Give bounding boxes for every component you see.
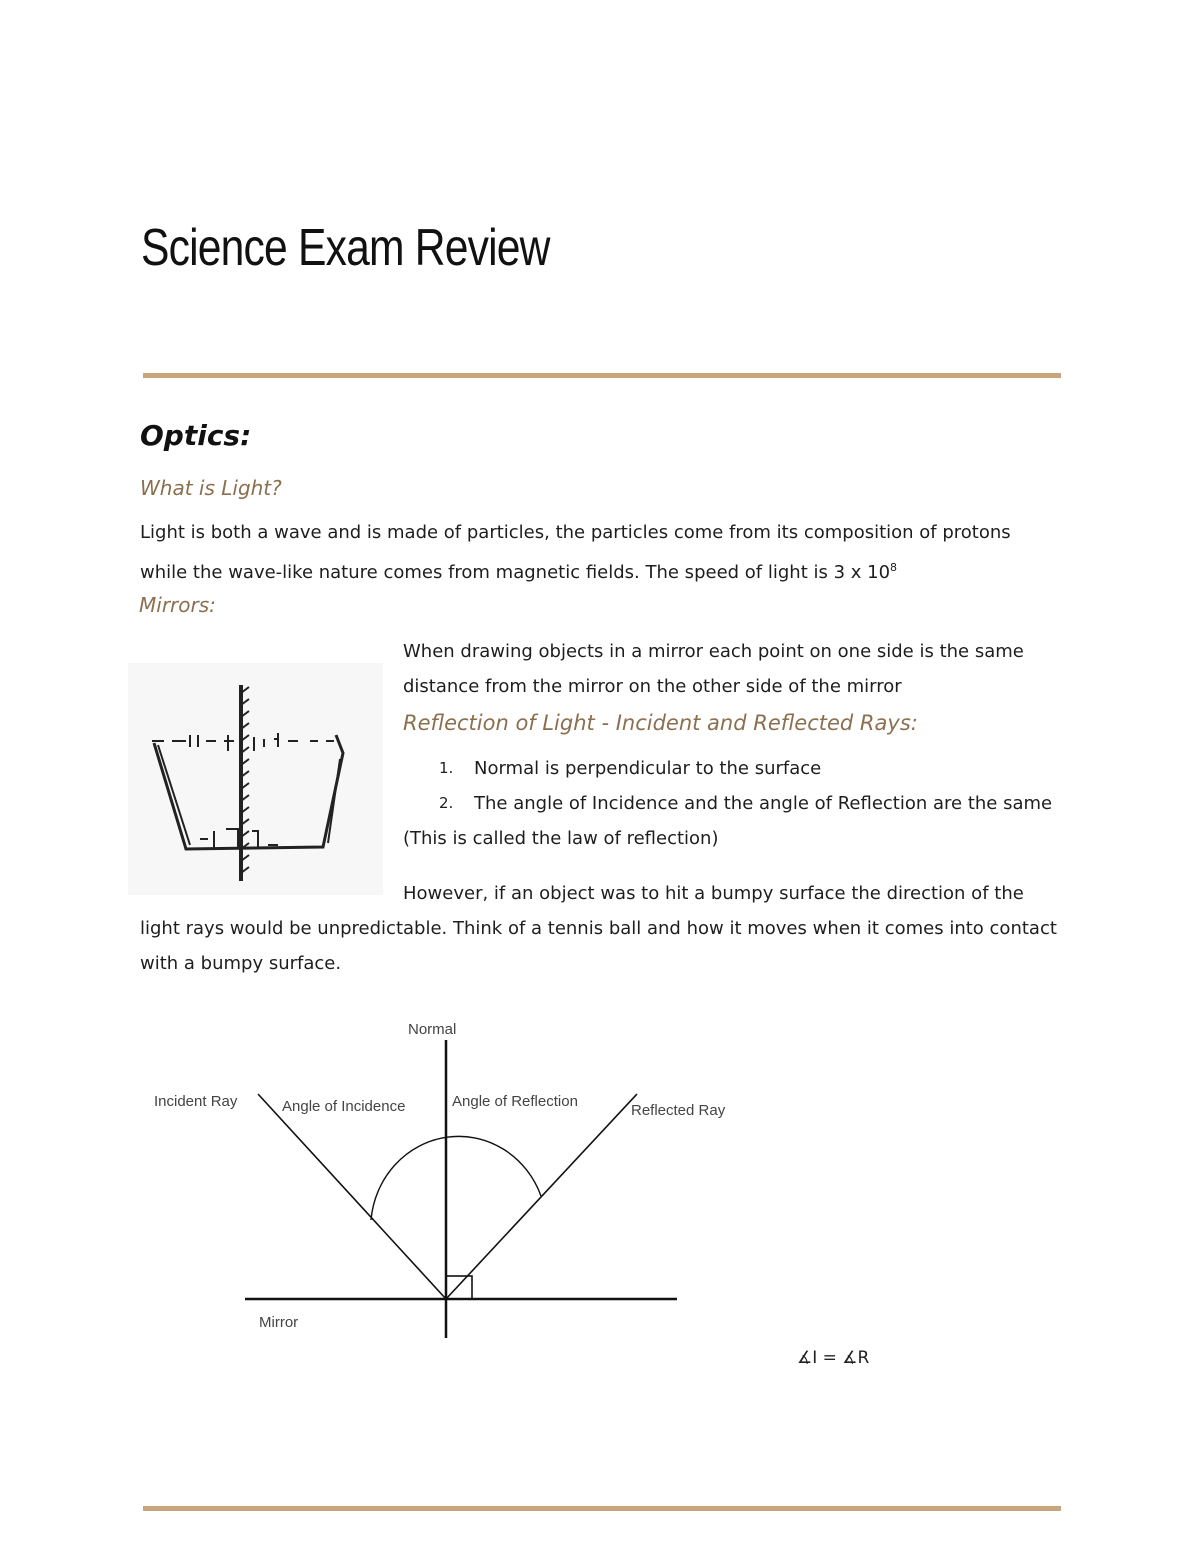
light-paragraph [140, 515, 1011, 590]
list-item [403, 786, 1103, 821]
bumpy-paragraph-line1: However, if an object was to hit a bumpy surface the direction of the [403, 883, 1024, 904]
angle-of-reflection-label: Angle of Reflection [452, 1093, 578, 1110]
mirrors-paragraph [403, 634, 1024, 704]
bumpy-surface-paragraph [140, 876, 1057, 981]
speed-exponent: 8 [890, 561, 898, 574]
reflection-list [403, 751, 1103, 856]
law-equation: ∡I = ∡R [797, 1348, 870, 1368]
mirror-sketch-image [128, 663, 383, 895]
incident-ray-line [258, 1094, 446, 1299]
what-is-light-heading: What is Light? [140, 476, 282, 500]
light-paragraph-line1: Light is both a wave and is made of particles, the particles come from its composition of protons [140, 522, 1011, 543]
law-of-reflection-note: (This is called the law of reflection) [403, 828, 719, 849]
optics-heading: Optics: [140, 419, 252, 452]
incident-ray-label: Incident Ray [154, 1093, 238, 1110]
reflection-diagram [140, 1010, 760, 1350]
bottom-divider [143, 1506, 1061, 1511]
mirrors-paragraph-line2: distance from the mirror on the other side of the mirror [403, 676, 902, 697]
list-item-number: 1. [439, 759, 454, 777]
mirrors-paragraph-line1: When drawing objects in a mirror each point on one side is the same [403, 641, 1024, 662]
reflected-ray-line [446, 1094, 637, 1299]
mirrors-heading: Mirrors: [139, 593, 216, 617]
bumpy-paragraph-line3: with a bumpy surface. [140, 953, 342, 974]
document-title: Science Exam Review [141, 219, 550, 277]
light-paragraph-line2: while the wave-like nature comes from magnetic fields. The speed of light is 3 x $10^8$ [140, 561, 898, 583]
mirror-label: Mirror [259, 1314, 299, 1331]
list-item [403, 751, 1103, 786]
list-item-number: 2. [439, 794, 454, 812]
bumpy-paragraph-line2: light rays would be unpredictable. Think of a tennis ball and how it moves when it comes into contact [140, 918, 1057, 939]
list-item-text: The angle of Incidence and the angle of Reflection are the same [474, 793, 1053, 814]
normal-label: Normal [408, 1021, 457, 1038]
reflected-ray-label: Reflected Ray [631, 1102, 726, 1119]
reflection-heading: Reflection of Light - Incident and Reflected Rays: [403, 711, 918, 735]
angle-arc [371, 1136, 541, 1220]
list-item-text: Normal is perpendicular to the surface [474, 758, 822, 779]
top-divider [143, 373, 1061, 378]
angle-of-incidence-label: Angle of Incidence [282, 1098, 406, 1115]
